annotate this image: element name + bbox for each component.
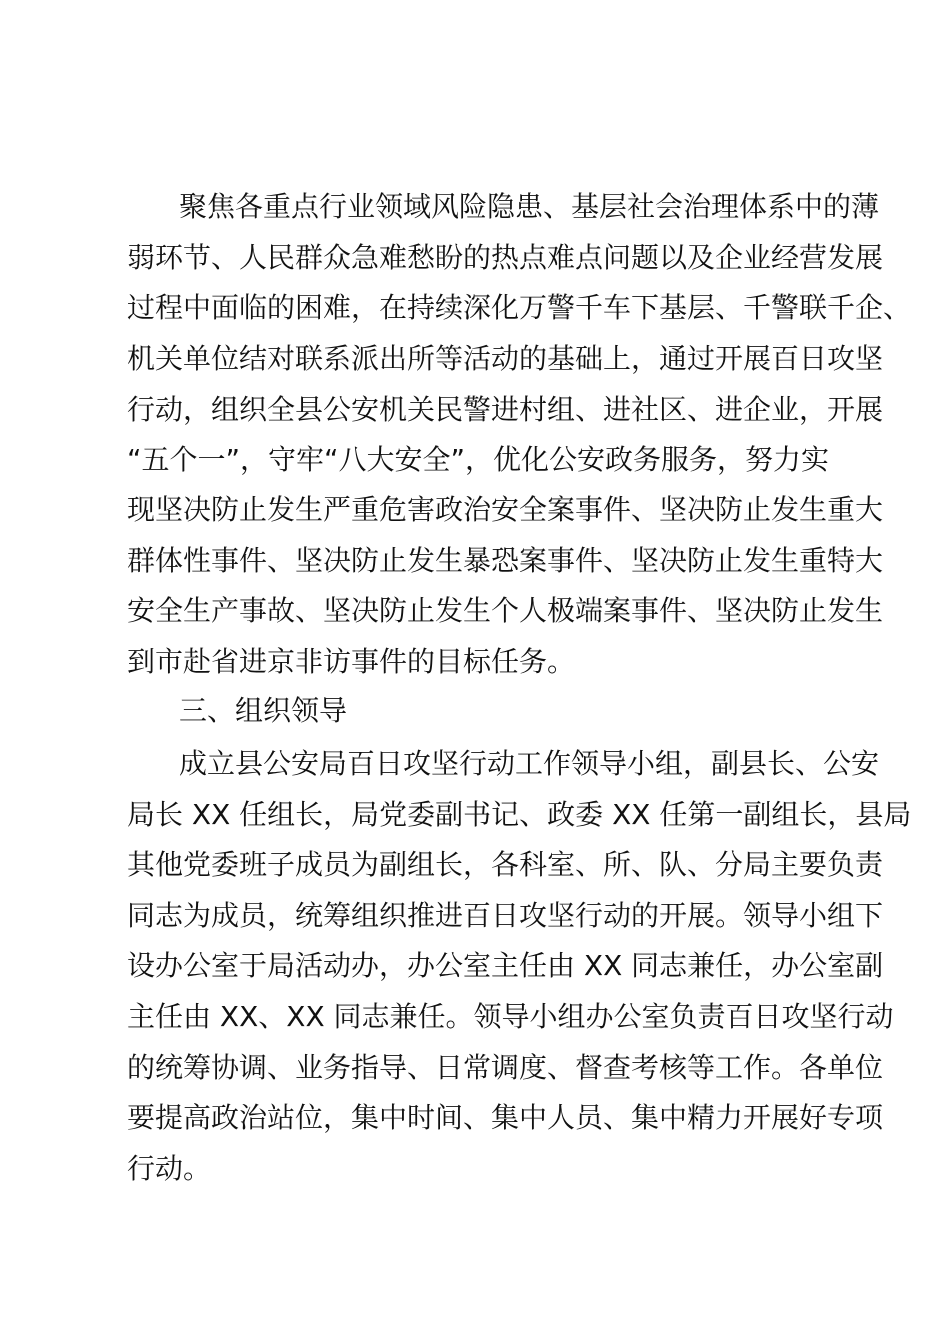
paragraph-line: 的统筹协调、业务指导、日常调度、督查考核等工作。各单位: [127, 1051, 884, 1084]
paragraph-line: 现坚决防止发生严重危害政治安全案事件、坚决防止发生重大: [127, 493, 884, 526]
paragraph-line: 行动，组织全县公安机关民警进村组、进社区、进企业，开展: [127, 393, 884, 426]
paragraph-line: 设办公室于局活动办，办公室主任由 XX 同志兼任，办公室副: [127, 949, 884, 982]
paragraph-line: 群体性事件、坚决防止发生暴恐案事件、坚决防止发生重特大: [127, 544, 884, 577]
paragraph-line: 其他党委班子成员为副组长，各科室、所、队、分局主要负责: [127, 848, 884, 881]
paragraph-line: 同志为成员，统筹组织推进百日攻坚行动的开展。领导小组下: [127, 899, 884, 932]
paragraph-line: 聚焦各重点行业领域风险隐患、基层社会治理体系中的薄: [179, 190, 880, 223]
paragraph-line: 过程中面临的困难，在持续深化万警千车下基层、千警联千企、: [127, 291, 912, 324]
paragraph-line: 机关单位结对联系派出所等活动的基础上，通过开展百日攻坚: [127, 342, 884, 375]
paragraph-line: “五个一”，守牢“八大安全”，优化公安政务服务，努力实: [127, 443, 830, 476]
paragraph-line: 行动。: [127, 1152, 212, 1185]
paragraph-line: 要提高政治站位，集中时间、集中人员、集中精力开展好专项: [127, 1101, 884, 1134]
paragraph-line: 弱环节、人民群众急难愁盼的热点难点问题以及企业经营发展: [127, 241, 884, 274]
paragraph-line: 到市赴省进京非访事件的目标任务。: [127, 645, 576, 678]
section-heading: 三、组织领导: [179, 694, 348, 727]
paragraph-line: 局长 XX 任组长，局党委副书记、政委 XX 任第一副组长，县局: [127, 798, 912, 831]
paragraph-line: 成立县公安局百日攻坚行动工作领导小组，副县长、公安: [179, 747, 880, 780]
paragraph-line: 安全生产事故、坚决防止发生个人极端案事件、坚决防止发生: [127, 594, 884, 627]
paragraph-line: 主任由 XX、XX 同志兼任。领导小组办公室负责百日攻坚行动: [127, 1000, 894, 1033]
